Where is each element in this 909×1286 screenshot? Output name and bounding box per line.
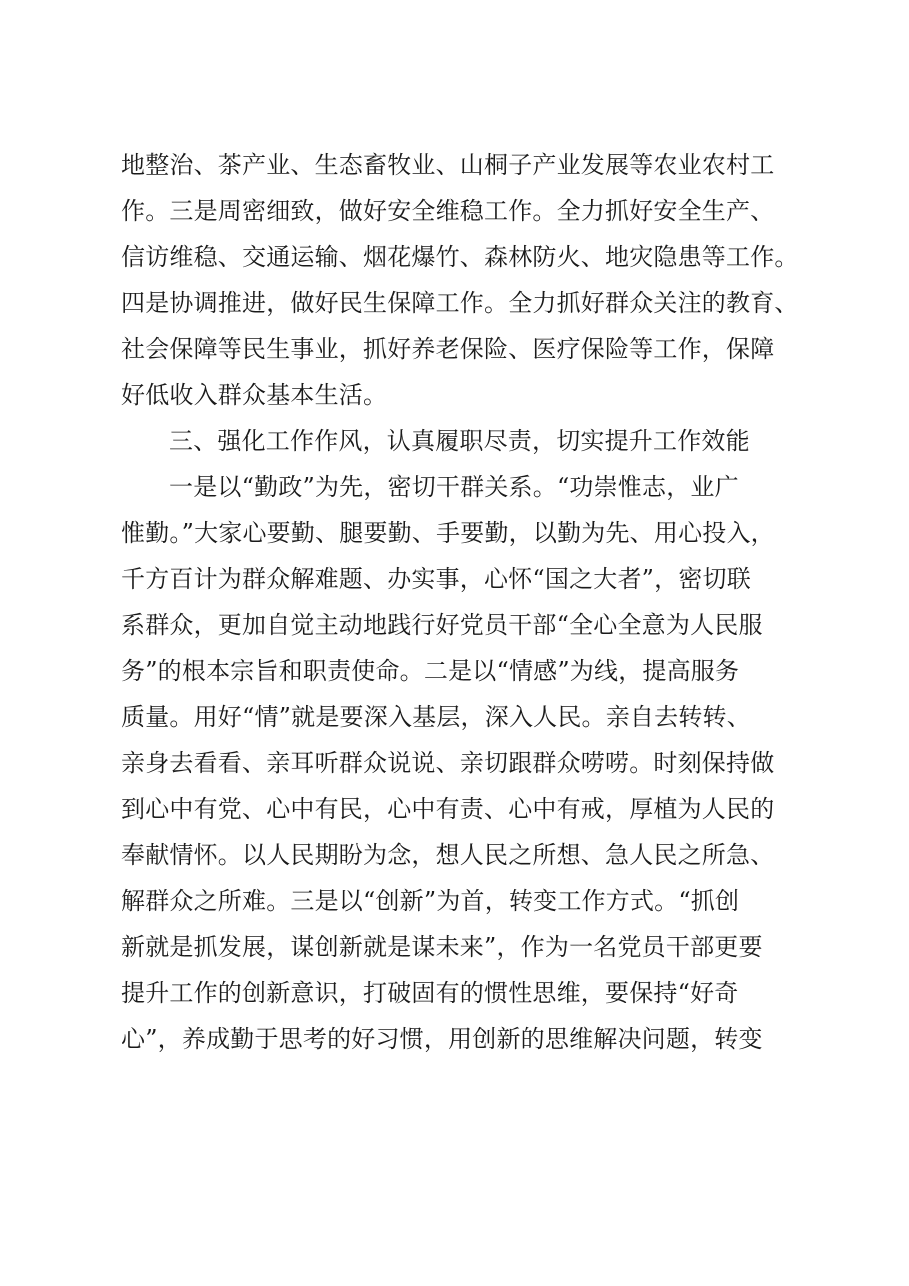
text-line: 作。三是周密细致，做好安全维稳工作。全力抓好安全生产、 bbox=[121, 197, 775, 225]
text-line: 务”的根本宗旨和职责使命。二是以“情感”为线，提高服务 bbox=[121, 657, 740, 685]
text-line: 质量。用好“情”就是要深入基层，深入人民。亲自去转转、 bbox=[121, 703, 751, 731]
text-line: 到心中有党、心中有民，心中有责、心中有戒，厚植为人民的 bbox=[121, 795, 775, 823]
text-line: 地整治、茶产业、生态畜牧业、山桐子产业发展等农业农村工 bbox=[121, 151, 775, 179]
text-line: 惟勤。”大家心要勤、腿要勤、手要勤，以勤为先、用心投入， bbox=[121, 519, 775, 547]
document-body bbox=[121, 142, 811, 1062]
text-line: 千方百计为群众解难题、办实事，心怀“国之大者”，密切联 bbox=[121, 565, 751, 593]
text-line: 解群众之所难。三是以“创新”为首，转变工作方式。“抓创 bbox=[121, 887, 740, 915]
text-line: 信访维稳、交通运输、烟花爆竹、森林防火、地灾隐患等工作。 bbox=[121, 243, 799, 271]
text-line: 一是以“勤政”为先，密切干群关系。“功崇惟志，业广 bbox=[169, 473, 739, 501]
text-line: 提升工作的创新意识，打破固有的惯性思维，要保持“好奇 bbox=[121, 979, 739, 1007]
text-line: 四是协调推进，做好民生保障工作。全力抓好群众关注的教育、 bbox=[121, 289, 799, 317]
text-line: 新就是抓发展，谋创新就是谋未来”，作为一名党员干部更要 bbox=[121, 933, 763, 961]
text-line: 心”，养成勤于思考的好习惯，用创新的思维解决问题，转变 bbox=[121, 1025, 763, 1053]
text-line: 亲身去看看、亲耳听群众说说、亲切跟群众唠唠。时刻保持做 bbox=[121, 749, 775, 777]
text-line: 好低收入群众基本生活。 bbox=[121, 381, 388, 409]
text-line: 奉献情怀。以人民期盼为念，想人民之所想、急人民之所急、 bbox=[121, 841, 775, 869]
text-line: 系群众，更加自觉主动地践行好党员干部“全心全意为人民服 bbox=[121, 611, 763, 639]
text-line: 社会保障等民生事业，抓好养老保险、医疗保险等工作，保障 bbox=[121, 335, 775, 363]
section-heading: 三、强化工作作风，认真履职尽责，切实提升工作效能 bbox=[169, 427, 750, 455]
